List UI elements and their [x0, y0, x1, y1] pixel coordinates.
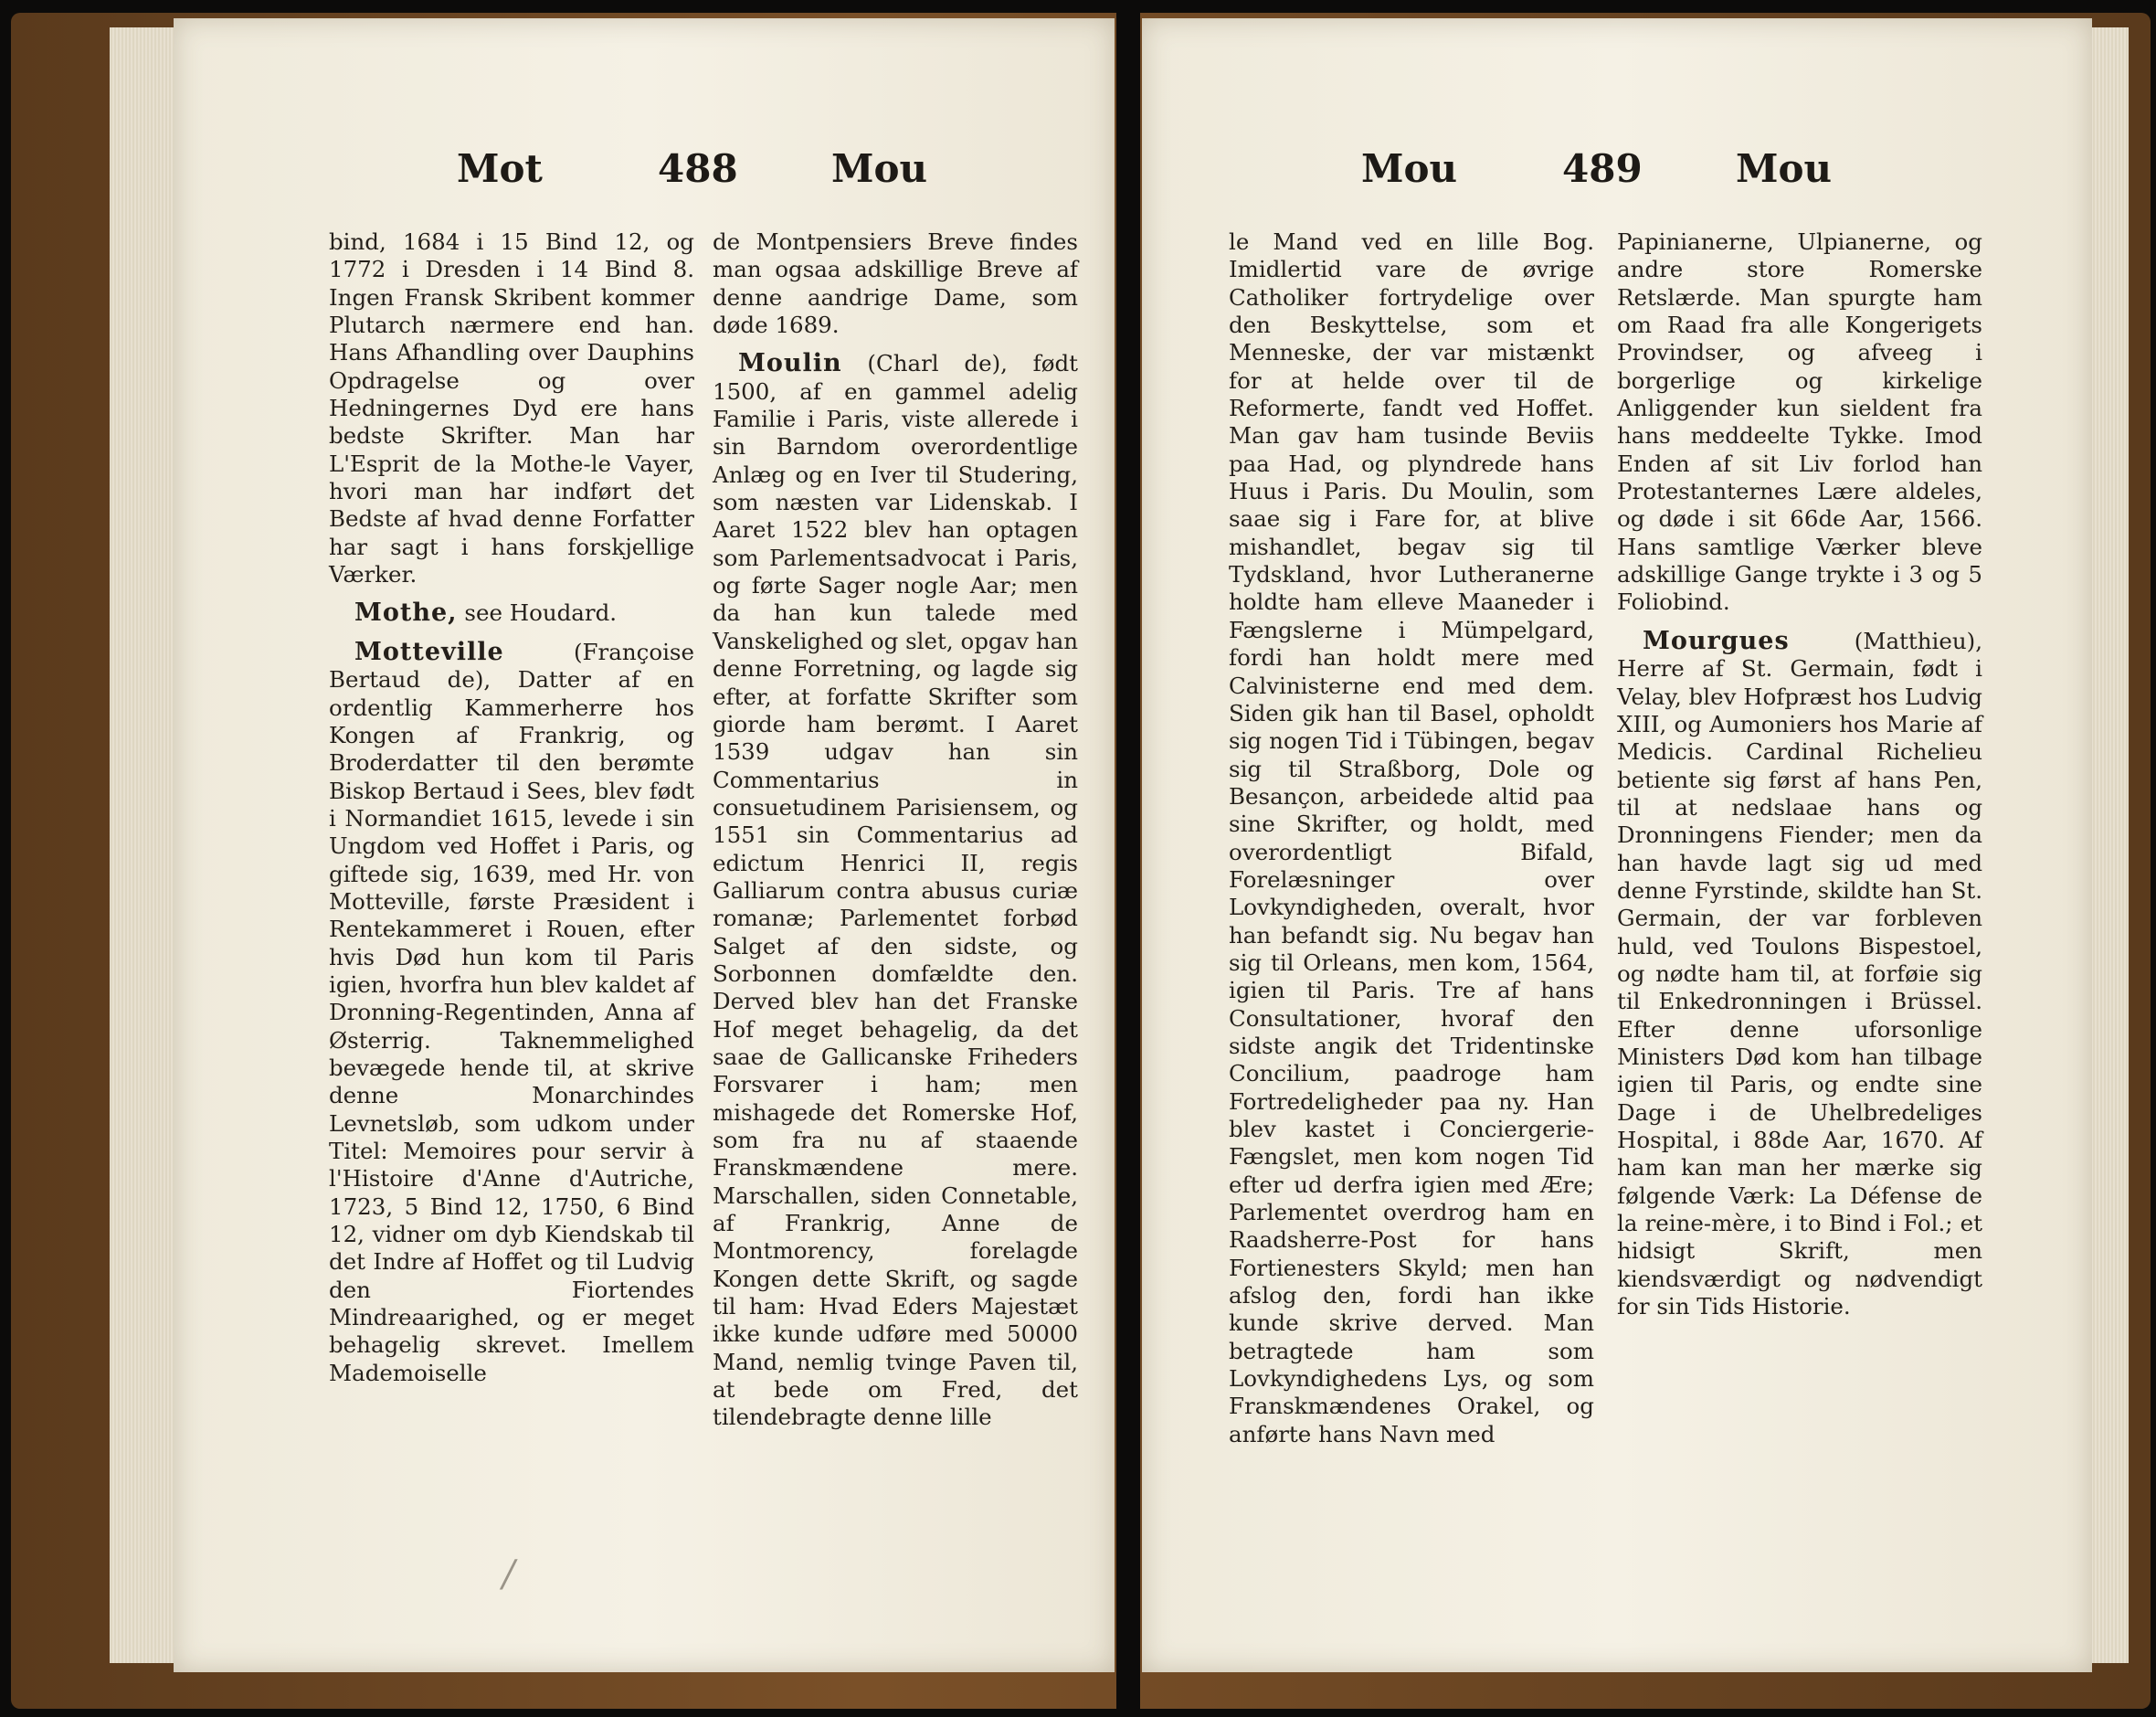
right-page-number: 489: [1562, 146, 1643, 191]
paragraph-text: see Houdard.: [457, 599, 618, 627]
page-edges-left: [110, 27, 174, 1663]
paragraph: [713, 228, 1078, 339]
paragraph-text: Papinianerne, Ulpianerne, og andre store Romerske Retslærde. Man spurgte ham om Raad fra alle Kongerigets Provindser, og afveeg i borgerlige og kirkelige Anliggender kun sieldent fra hans meddeelte Tykke. Imod Enden af sit Liv forlod han Protestanternes Lære aldeles, og døde i sit 66de Aar, 1566. Hans samtlige Værker bleve adskillige Gange trykte i 3 og 5 Foliobind.: [1617, 228, 1982, 616]
margin-pencil-mark: /: [502, 1553, 515, 1595]
paragraph-text: (Matthieu), Herre af St. Germain, født i Velay, blev Hofpræst hos Ludvig XIII, og Aumoniers hos Marie af Medicis. Cardinal Richelieu betiente sig først af hans Pen, til at nedslaae hans og Dronningens Fiender; men da han havde lagt sig ud med denne Fyrstinde, skildte han St. Germain, der var forbleven huld, ved Toulons Bispestoel, og nødte ham til, at forføie sig til Enkedronningen i Brüssel. Efter denne uforsonlige Ministers Død kom han tilbage igien til Paris, og endte sine Dage i de Uhelbredeliges Hospital, i 88de Aar, 1670. Af ham kan man her mærke sig følgende Værk: La Défense de la reine-mère, i to Bind i Fol.; et hidsigt Skrift, men kiendsværdigt og nødvendigt for sin Tids Historie.: [1617, 627, 1982, 1320]
paragraph: [1617, 628, 1982, 1321]
paragraph: [329, 228, 694, 588]
lemma-headword: Motteville: [354, 637, 504, 666]
paragraph-text: (Charl de), født 1500, af en gammel adelig Familie i Paris, viste allerede i sin Barndom overordentlige Anlæg og en Iver til Studering, som næsten var Lidenskab. I Aaret 1522 blev han optagen som Parlementsadvocat i Paris, og førte Sager nogle Aar; men da han kun talede med Vanskelighed og slet, opgav han denne Forretning, og lagde sig efter, at forfatte Skrifter som giorde ham berømt. I Aaret 1539 udgav han sin Commentarius in consuetudinem Parisiensem, og 1551 sin Commentarius ad edictum Henrici II, regis Galliarum contra abusus curiæ romanæ; Parlementet forbød Salget af den sidste, og Sorbonnen domfældte den. Derved blev han det Franske Hof meget behagelig, da det saae de Gallicanske Friheders Forsvarer i ham; men mishagede det Romerske Hof, som fra nu af staaende Franskmændene mere. Marschallen, siden Connetable, af Frankrig, Anne de Montmorency, forelagde Kongen dette Skrift, og sagde til ham: Hvad Eders Majestæt ikke kunde udføre med 50000 Mand, nemlig tvinge Paven til, at bede om Fred, det tilendebragte denne lille: [713, 350, 1078, 1431]
paragraph: [329, 639, 694, 1387]
left-page-column-2: [713, 228, 1078, 1443]
paragraph: [329, 599, 694, 627]
lemma-headword: Moulin: [738, 349, 842, 378]
left-page-column-1: [329, 228, 694, 1398]
paragraph-text: (Françoise Bertaud de), Datter af en ordentlig Kammerherre hos Kongen af Frankrig, og Broderdatter til den berømte Biskop Bertaud i Sees, blev født i Normandiet 1615, levede i sin Ungdom ved Hoffet i Paris, og giftede sig, 1639, med Hr. von Motteville, første Præsident i Rentekammeret i Rouen, efter hvis Død hun kom til Paris igien, hvorfra hun blev kaldet af Dronning-Regentinden, Anna af Østerrig. Taknemmelighed bevægede hende til, at skrive denne Monarchindes Levnetsløb, som udkom under Titel: Memoires pour servir à l'Histoire d'Anne d'Autriche, 1723, 5 Bind 12, 1750, 6 Bind 12, vidner om dyb Kiendskab til det Indre af Hoffet og til Ludvig den Fiortendes Mindreaarighed, og er meget behagelig skrevet. Imellem Mademoiselle: [329, 638, 695, 1386]
left-page-header: [174, 146, 1115, 210]
left-header-catchword-left: Mot: [457, 146, 543, 191]
lemma-headword: Mothe,: [354, 599, 458, 628]
paragraph: [1229, 228, 1594, 1448]
gutter: [1116, 0, 1140, 1717]
right-page: [1142, 18, 2092, 1672]
right-header-catchword-right: Mou: [1736, 146, 1833, 191]
paragraph-text: le Mand ved en lille Bog. Imidlertid vare de øvrige Catholiker fortrydelige over den Beskyttelse, som et Menneske, der var mistænkt for at helde over til de Reformerte, fandt ved Hoffet. Man gav ham tusinde Beviis paa Had, og plyndrede hans Huus i Paris. Du Moulin, som saae sig i Fare for, at blive mishandlet, begav sig til Tydskland, hvor Lutheranerne holdte ham elleve Maaneder i Fængslerne i Mümpelgard, fordi han holdt mere med Calvinisterne end med dem. Siden gik han til Basel, opholdt sig nogen Tid i Tübingen, begav sig til Straßborg, Dole og Besançon, arbeidede altid paa sine Skrifter, og holdt, med overordentligt Bifald, Forelæsninger over Lovkyndigheden, overalt, hvor han befandt sig. Nu begav han sig til Orleans, men kom, 1564, igien til Paris. Tre af hans Consultationer, hvoraf den sidste angik det Tridentinske Concilium, paadroge ham Fortredeligheder paa ny. Han blev kastet i Conciergerie-Fængslet, men kom nogen Tid efter ud derfra igien med Ære; Parlementet overdrog ham en Raadsherre-Post for hans Fortienesters Skyld; men han afslog den, fordi han ikke kunde skrive derved. Man betragtede ham som Lovkyndighedens Lys, og som Franskmændenes Orakel, og anførte hans Navn med: [1229, 228, 1594, 1447]
right-header-catchword-left: Mou: [1361, 146, 1458, 191]
left-page-number: 488: [658, 146, 738, 191]
right-page-header: [1142, 146, 2092, 210]
page-edges-right: [2092, 27, 2129, 1663]
left-page: [174, 18, 1115, 1672]
left-header-catchword-right: Mou: [831, 146, 928, 191]
right-page-column-1: [1229, 228, 1594, 1459]
paragraph: [1617, 228, 1982, 617]
paragraph-text: bind, 1684 i 15 Bind 12, og 1772 i Dresden i 14 Bind 8. Ingen Fransk Skribent kommer Plutarch nærmere end han. Hans Afhandling over Dauphins Opdragelse og over Hedningernes Dyd ere hans bedste Skrifter. Man har L'Esprit de la Mothe-le Vayer, hvori man har indført det Bedste af hvad denne Forfatter har sagt i hans forskjellige Værker.: [329, 228, 694, 588]
paragraph: [713, 350, 1078, 1431]
paragraph-text: de Montpensiers Breve findes man ogsaa adskillige Breve af denne aandrige Dame, som døde 1689.: [713, 228, 1078, 339]
right-page-column-2: [1617, 228, 1982, 1331]
lemma-headword: Mourgues: [1643, 626, 1790, 655]
